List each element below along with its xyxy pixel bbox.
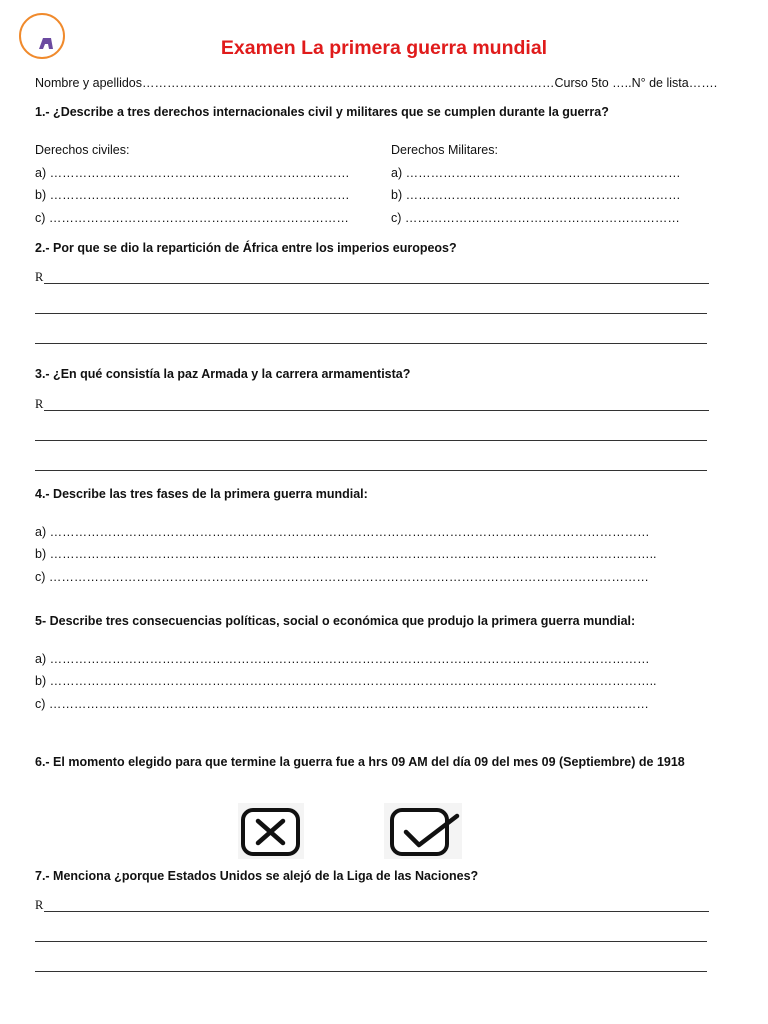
phase-item-c: c) ………………………………………………………………………………………………………………………………: [35, 570, 649, 584]
civil-item-a: a) ………………………………………………………………: [35, 166, 350, 180]
name-line: Nombre y apellidos………………………………………………………………………………………Curso 5to …..N° de lista…….: [35, 76, 718, 90]
phase-item-a: a) ………………………………………………………………………………………………………………………………: [35, 525, 650, 539]
answer-line: [35, 941, 707, 942]
answer-line: [35, 971, 707, 972]
military-item-b: b) …………………………………………………………: [391, 188, 681, 202]
answer-prefix: R: [35, 397, 44, 411]
consequence-item-a: a) ………………………………………………………………………………………………………………………………: [35, 652, 650, 666]
civil-rights-heading: Derechos civiles:: [35, 143, 130, 157]
question-7: 7.- Menciona ¿porque Estados Unidos se alejó de la Liga de las Naciones?: [35, 869, 479, 883]
page-title: Examen La primera guerra mundial: [220, 37, 548, 59]
answer-line: [44, 410, 709, 411]
question-5: 5- Describe tres consecuencias políticas, social o económica que produjo la primera guerra mundial:: [35, 614, 636, 628]
answer-prefix: R: [35, 270, 44, 284]
question-1: 1.- ¿Describe a tres derechos internacionales civil y militares que se cumplen durante la guerra?: [35, 105, 609, 119]
civil-item-c: c) ………………………………………………………………: [35, 211, 349, 225]
civil-item-b: b) ………………………………………………………………: [35, 188, 350, 202]
answer-prefix: R: [35, 898, 44, 912]
answer-line: [35, 440, 707, 441]
answer-line: [35, 313, 707, 314]
answer-line: [35, 343, 707, 344]
answer-line: [35, 470, 707, 471]
question-3: 3.- ¿En qué consistía la paz Armada y la carrera armamentista?: [35, 367, 411, 381]
military-item-c: c) …………………………………………………………: [391, 211, 680, 225]
question-6: 6.- El momento elegido para que termine la guerra fue a hrs 09 AM del día 09 del mes 09 (Septiembre) de 1918: [35, 755, 685, 769]
question-4: 4.- Describe las tres fases de la primera guerra mundial:: [35, 487, 368, 501]
x-box-icon[interactable]: [238, 803, 304, 859]
phase-item-b: b) ………………………………………………………………………………………………………………………………..: [35, 547, 657, 561]
consequence-item-c: c) ………………………………………………………………………………………………………………………………: [35, 697, 649, 711]
question-2: 2.- Por que se dio la repartición de África entre los imperios europeos?: [35, 241, 457, 255]
answer-line: [44, 283, 709, 284]
answer-line: [44, 911, 709, 912]
military-rights-heading: Derechos Militares:: [391, 143, 498, 157]
check-box-icon[interactable]: [384, 803, 462, 859]
military-item-a: a) …………………………………………………………: [391, 166, 681, 180]
consequence-item-b: b) ………………………………………………………………………………………………………………………………..: [35, 674, 657, 688]
